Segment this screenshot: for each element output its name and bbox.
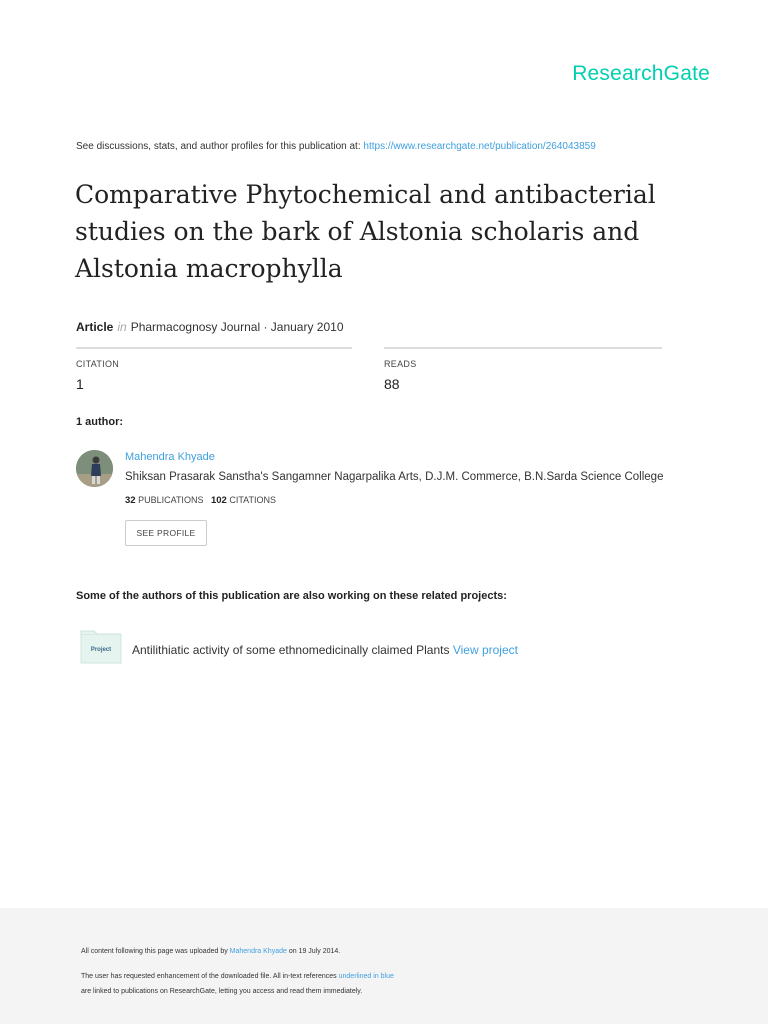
- project-title: Antilithiatic activity of some ethnomedicinally claimed Plants: [132, 643, 450, 657]
- author-avatar[interactable]: [76, 450, 113, 487]
- see-profile-button[interactable]: SEE PROFILE: [125, 520, 207, 546]
- journal-date: Pharmacognosy Journal · January 2010: [130, 320, 344, 334]
- publications-label: PUBLICATIONS: [138, 495, 204, 505]
- footer: [0, 908, 768, 1024]
- view-project-link[interactable]: View project: [452, 643, 518, 657]
- project-icon: [80, 630, 122, 664]
- project-item: [132, 643, 518, 657]
- citations-label: CITATIONS: [229, 495, 277, 505]
- author-name-link[interactable]: Mahendra Khyade: [125, 451, 215, 463]
- citation-divider: [76, 347, 352, 349]
- project-badge-label: Project: [90, 647, 112, 653]
- related-projects-heading: Some of the authors of this publication are also working on these related projects:: [76, 590, 507, 602]
- avatar-photo-icon: [76, 450, 113, 487]
- reads-label: READS: [384, 359, 417, 369]
- publication-url-link[interactable]: https://www.researchgate.net/publication/264043859: [363, 141, 596, 152]
- footer-upload-prefix: All content following this page was uploaded by: [81, 948, 228, 955]
- article-title: Comparative Phytochemical and antibacterial studies on the bark of Alstonia scholaris and Alstonia macrophylla: [75, 180, 656, 283]
- in-word: in: [117, 320, 127, 334]
- footer-enhancement-text: The user has requested enhancement of the downloaded file. All in-text references: [81, 973, 337, 980]
- footer-uploader-link[interactable]: Mahendra Khyade: [229, 948, 287, 955]
- footer-underlined-link[interactable]: underlined in blue: [338, 973, 394, 980]
- reads-value: 88: [384, 376, 400, 392]
- citation-label: CITATION: [76, 359, 120, 369]
- article-meta: [76, 320, 344, 334]
- footer-enhancement-line: [81, 973, 394, 980]
- footer-linked-line: are linked to publications on ResearchGate, letting you access and read them immediately.: [81, 988, 363, 995]
- author-affiliation: Shiksan Prasarak Sanstha's Sangamner Nagarpalika Arts, D.J.M. Commerce, B.N.Sarda Science College: [125, 471, 664, 483]
- citations-count: 102: [210, 495, 227, 506]
- author-stats: [125, 495, 276, 506]
- discussion-line: [76, 141, 596, 152]
- footer-upload-line: [81, 948, 340, 955]
- reads-divider: [384, 347, 662, 349]
- discussion-text: See discussions, stats, and author profiles for this publication at:: [76, 141, 361, 152]
- researchgate-logo[interactable]: ResearchGate: [572, 62, 710, 85]
- publications-count: 32: [125, 495, 136, 506]
- citation-value: 1: [76, 376, 84, 392]
- article-type: Article: [76, 320, 114, 334]
- authors-heading: 1 author:: [76, 416, 124, 428]
- footer-upload-date: on 19 July 2014.: [288, 948, 341, 955]
